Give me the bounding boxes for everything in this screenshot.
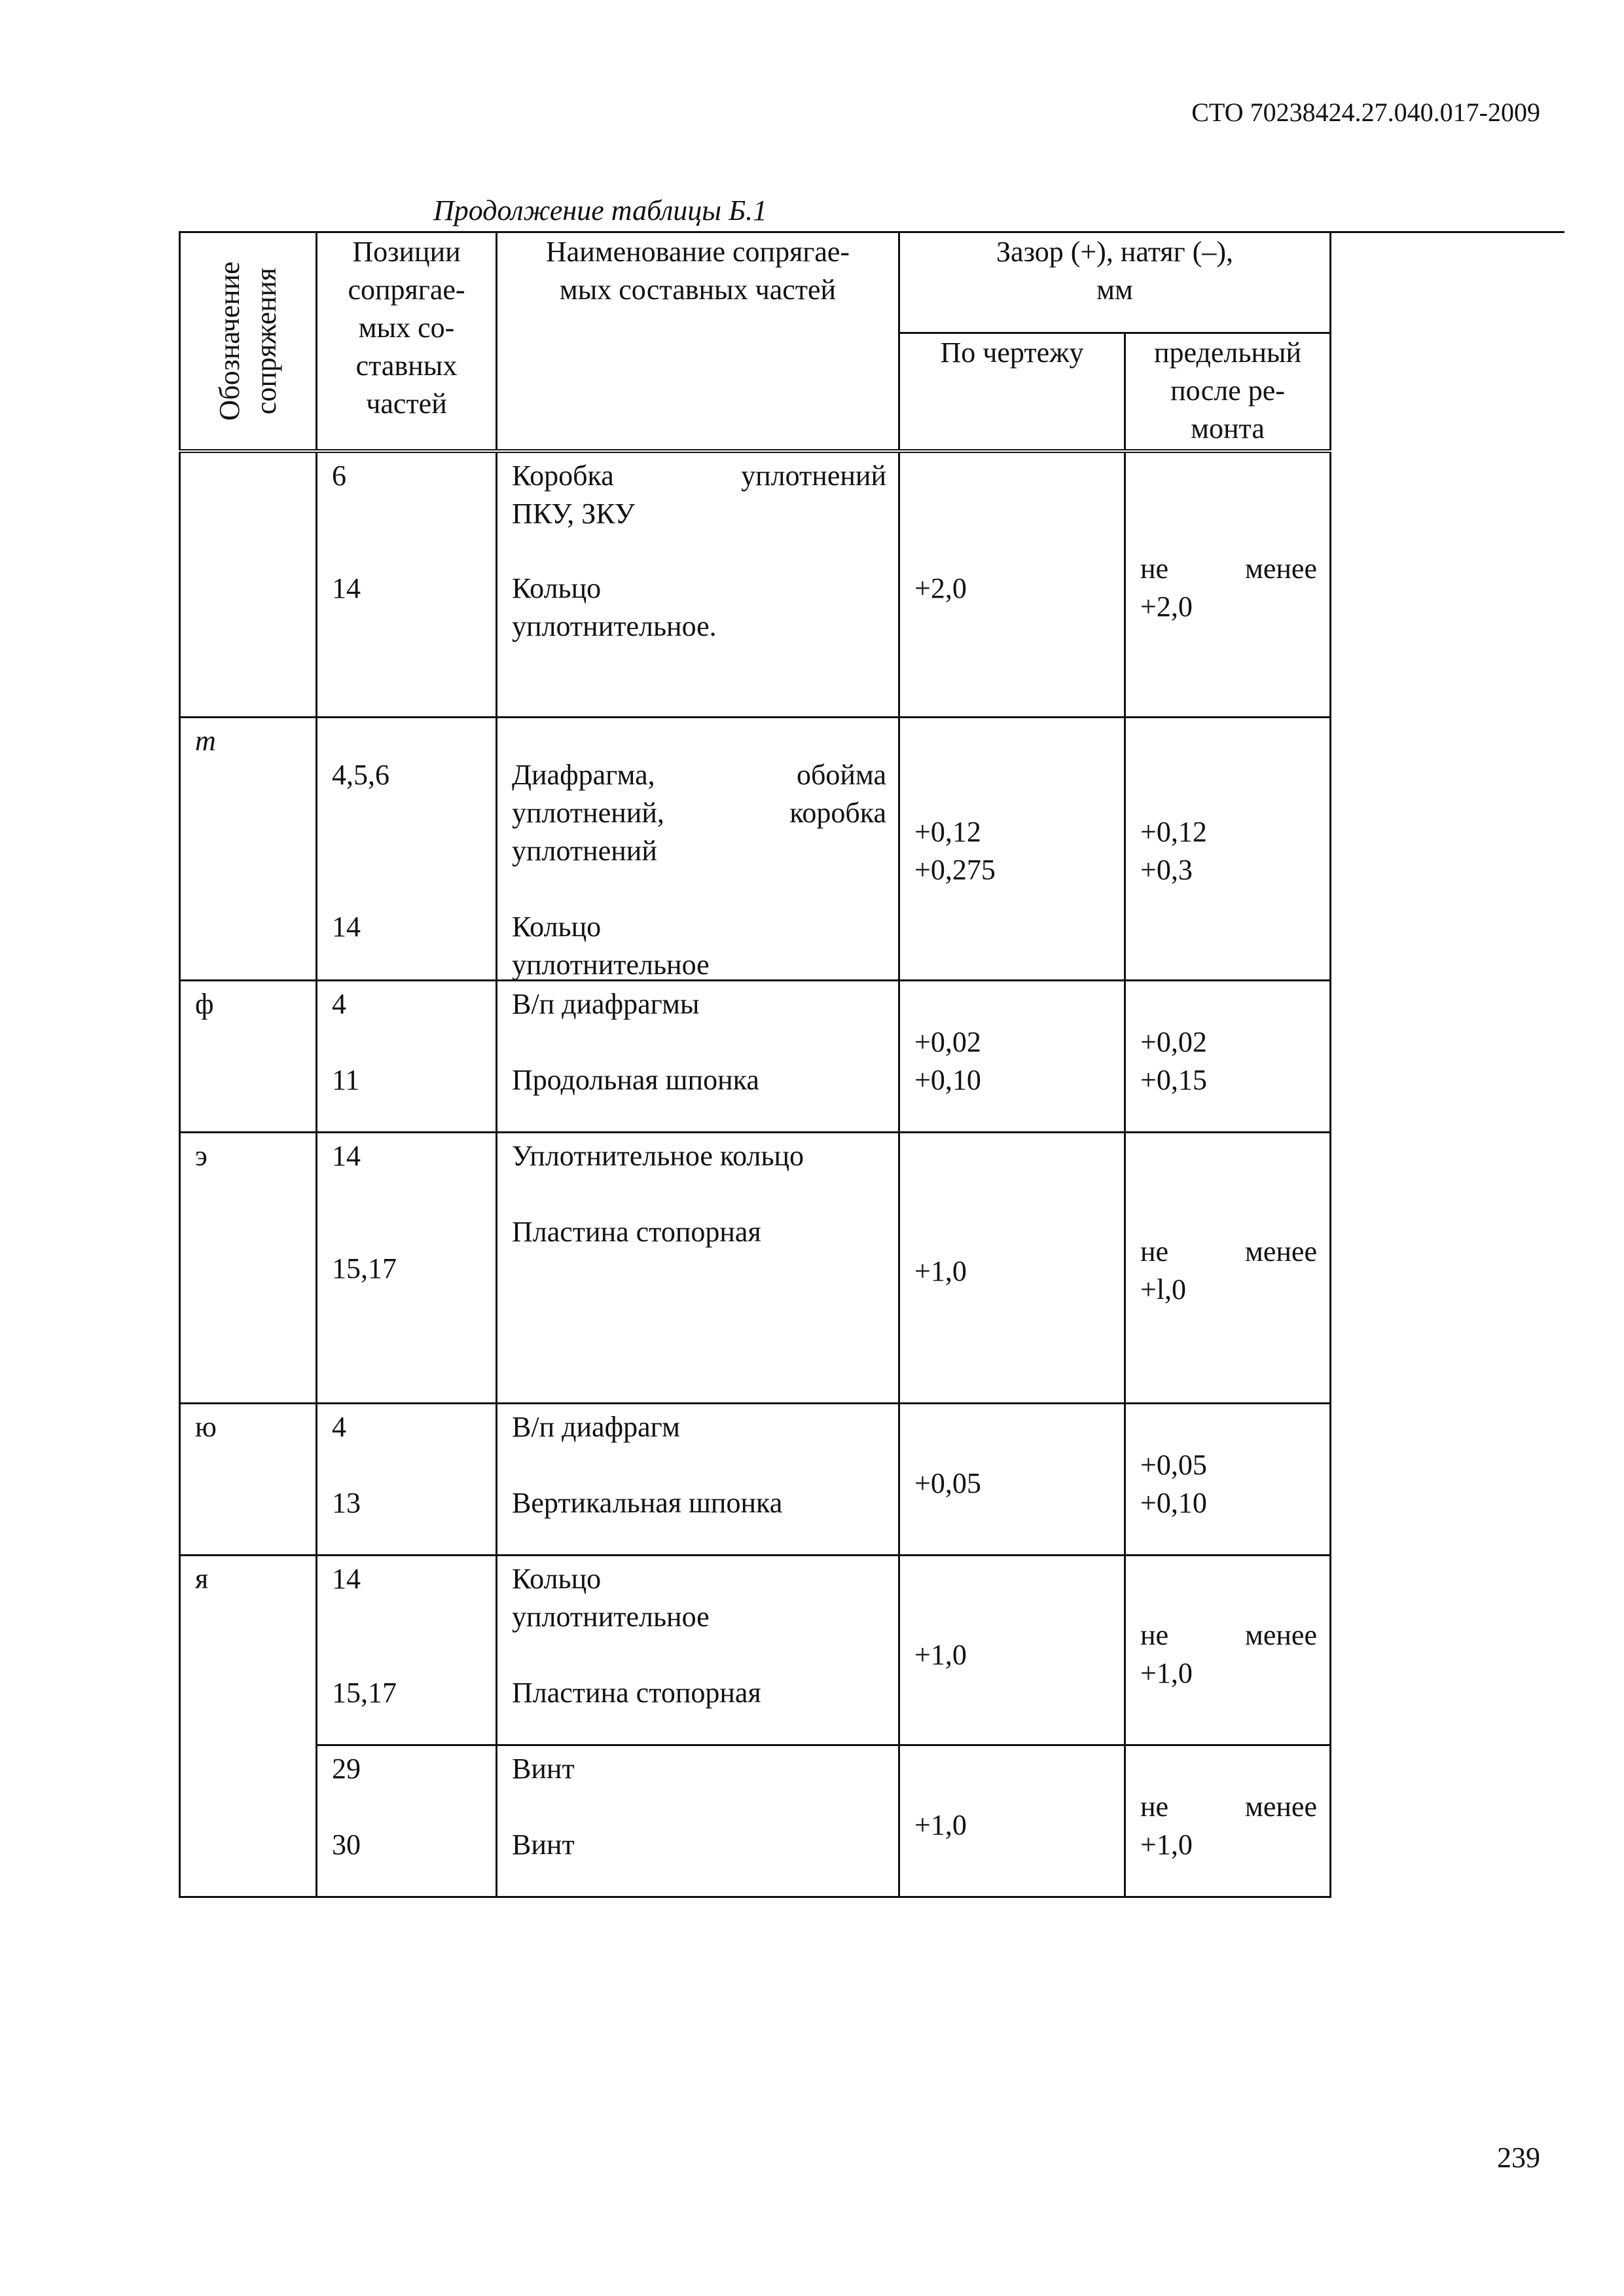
positions-cell: 4 11: [317, 980, 497, 1132]
fit-table: [179, 231, 1331, 1898]
drawing-value-cell: +1,0: [899, 1132, 1125, 1403]
header-gap: Зазор (+), натяг (–), мм: [899, 232, 1331, 333]
positions-cell: 14 15,17: [317, 1555, 497, 1745]
limit-value-cell: не менее +1,0: [1125, 1745, 1331, 1897]
table-row: [180, 1555, 1331, 1745]
drawing-value-cell: +0,12 +0,275: [899, 717, 1125, 980]
names-cell: Кольцо уплотнительное Пластина стопорная: [497, 1555, 899, 1745]
header-positions: Позиции сопрягае- мых со- ставных частей: [317, 232, 497, 452]
drawing-value-cell: +2,0: [899, 451, 1125, 717]
header-limit-after-repair: предельный после ре- монта: [1125, 333, 1331, 451]
limit-value-cell: +0,12 +0,3: [1125, 717, 1331, 980]
designation-cell: т: [180, 717, 317, 980]
limit-value-cell: не менее +2,0: [1125, 451, 1331, 717]
document-code: СТО 70238424.27.040.017-2009: [1191, 98, 1540, 127]
designation-cell: э: [180, 1132, 317, 1403]
positions-cell: 4 13: [317, 1403, 497, 1555]
names-cell: В/п диафрагм Вертикальная шпонка: [497, 1403, 899, 1555]
drawing-value-cell: +0,05: [899, 1403, 1125, 1555]
table-row: [180, 1745, 1331, 1897]
names-cell: Коробка уплотнений ПКУ, ЗКУ Кольцо уплотнительное.: [497, 451, 899, 717]
positions-cell: 14 15,17: [317, 1132, 497, 1403]
header-by-drawing: По чертежу: [899, 333, 1125, 451]
names-cell: В/п диафрагмы Продольная шпонка: [497, 980, 899, 1132]
designation-cell: [180, 451, 317, 717]
names-cell: Винт Винт: [497, 1745, 899, 1897]
drawing-value-cell: +1,0: [899, 1745, 1125, 1897]
limit-value-cell: не менее +l,0: [1125, 1132, 1331, 1403]
designation-cell: ю: [180, 1403, 317, 1555]
limit-value-cell: не менее +1,0: [1125, 1555, 1331, 1745]
page-number: 239: [1497, 2141, 1540, 2174]
header-designation: Обозначение сопряжения: [180, 232, 317, 452]
header-part-names: Наименование сопрягае- мых составных частей: [497, 232, 899, 452]
positions-cell: 6 14: [317, 451, 497, 717]
drawing-value-cell: +0,02 +0,10: [899, 980, 1125, 1132]
table-caption: Продолжение таблицы Б.1: [433, 194, 768, 227]
designation-cell: ф: [180, 980, 317, 1132]
names-cell: Диафрагма, обойма уплотнений, коробка уплотнений Кольцо уплотнительное: [497, 717, 899, 980]
table-row: [180, 451, 1331, 717]
table-row: [180, 717, 1331, 980]
table-row: [180, 980, 1331, 1132]
drawing-value-cell: +1,0: [899, 1555, 1125, 1745]
table-row: [180, 1132, 1331, 1403]
positions-cell: 4,5,6 14: [317, 717, 497, 980]
table-row: [180, 1403, 1331, 1555]
table-header-row: [180, 232, 1331, 333]
positions-cell: 29 30: [317, 1745, 497, 1897]
limit-value-cell: +0,05 +0,10: [1125, 1403, 1331, 1555]
limit-value-cell: +0,02 +0,15: [1125, 980, 1331, 1132]
designation-cell: я: [180, 1555, 317, 1897]
names-cell: Уплотнительное кольцо Пластина стопорная: [497, 1132, 899, 1403]
